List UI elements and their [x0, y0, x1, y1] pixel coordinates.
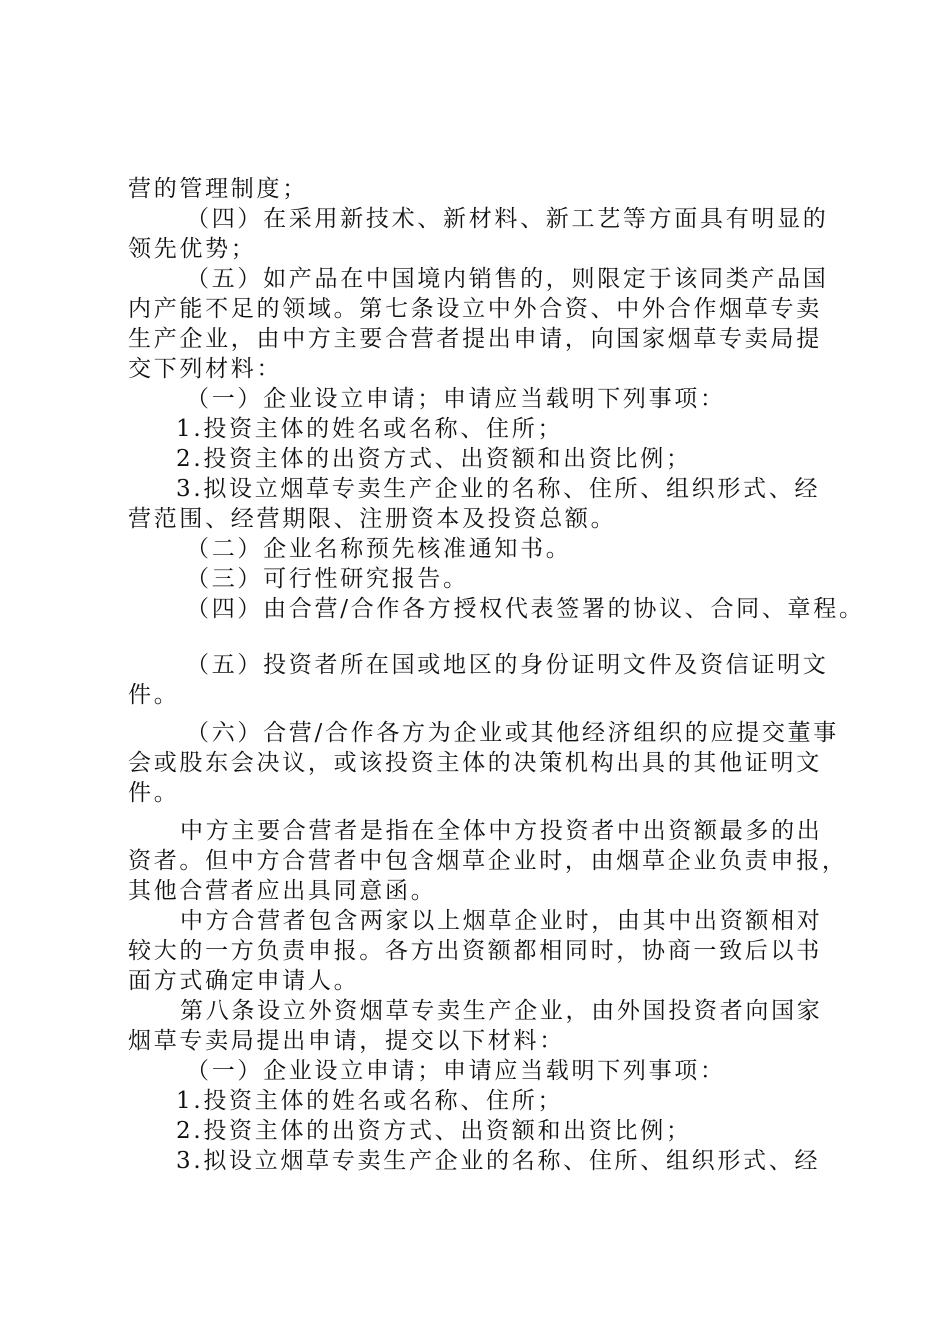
text-line: 领先优势；: [128, 236, 257, 262]
text-line: 2.投资主体的出资方式、出资额和出资比例；: [176, 446, 692, 472]
text-line: 2.投资主体的出资方式、出资额和出资比例；: [176, 1118, 692, 1144]
text-line: 营的管理制度；: [128, 176, 308, 202]
text-line: （五）如产品在中国境内销售的，则限定于该同类产品国: [186, 266, 829, 292]
text-line: 交下列材料：: [128, 356, 283, 382]
text-line: （五）投资者所在国或地区的身份证明文件及资信证明文: [186, 652, 829, 678]
text-line: （三）可行性研究报告。: [186, 566, 469, 592]
text-line: 3.拟设立烟草专卖生产企业的名称、住所、组织形式、经: [176, 476, 821, 502]
text-line: 较大的一方负责申报。各方出资额都相同时，协商一致后以书: [128, 938, 822, 964]
text-line: 生产企业，由中方主要合营者提出申请，向国家烟草专卖局提: [128, 326, 822, 352]
text-line: 第八条设立外资烟草专卖生产企业，由外国投资者向国家: [180, 998, 823, 1024]
text-line: （四）由合营/合作各方授权代表签署的协议、合同、章程。: [186, 596, 865, 622]
text-line: 1.投资主体的姓名或名称、住所；: [176, 416, 564, 442]
text-line: （一）企业设立申请；申请应当载明下列事项：: [186, 386, 726, 412]
text-line: （一）企业设立申请；申请应当载明下列事项：: [186, 1058, 726, 1084]
text-line: 会或股东会决议，或该投资主体的决策机构出具的其他证明文: [128, 750, 822, 776]
text-line: （六）合营/合作各方为企业或其他经济组织的应提交董事: [186, 720, 839, 746]
text-line: 资者。但中方合营者中包含烟草企业时，由烟草企业负责申报，: [128, 848, 848, 874]
text-line: 中方主要合营者是指在全体中方投资者中出资额最多的出: [180, 818, 823, 844]
text-line: 中方合营者包含两家以上烟草企业时，由其中出资额相对: [180, 908, 823, 934]
text-line: 1.投资主体的姓名或名称、住所；: [176, 1088, 564, 1114]
text-line: 营范围、经营期限、注册资本及投资总额。: [128, 506, 617, 532]
text-line: 件。: [128, 682, 180, 708]
text-line: 件。: [128, 780, 180, 806]
text-line: 3.拟设立烟草专卖生产企业的名称、住所、组织形式、经: [176, 1148, 821, 1174]
text-line: 内产能不足的领域。第七条设立中外合资、中外合作烟草专卖: [128, 296, 822, 322]
text-line: 面方式确定申请人。: [128, 968, 360, 994]
text-line: 烟草专卖局提出申请，提交以下材料：: [128, 1028, 565, 1054]
document-body: [128, 174, 865, 1176]
text-line: 其他合营者应出具同意函。: [128, 878, 437, 904]
text-line: （二）企业名称预先核准通知书。: [186, 536, 572, 562]
text-line: （四）在采用新技术、新材料、新工艺等方面具有明显的: [186, 206, 829, 232]
